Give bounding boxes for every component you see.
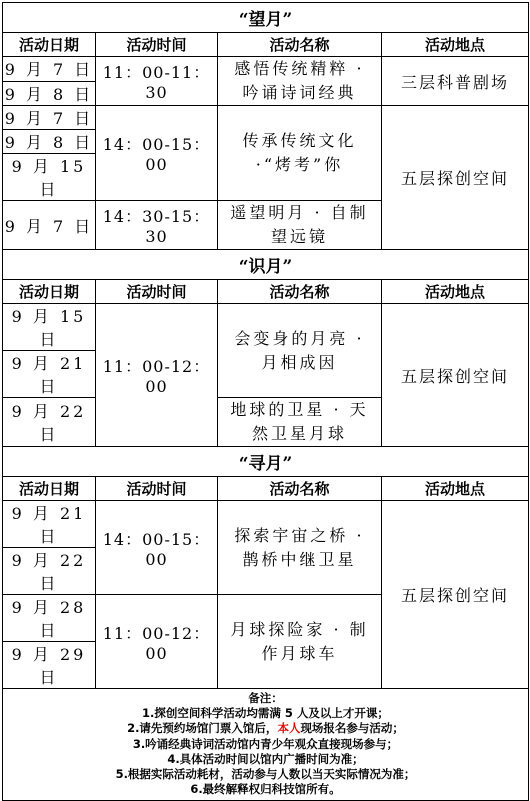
- date-cell: 9 月 15 日: [3, 154, 96, 201]
- date-cell: 9 月 7 日: [3, 106, 96, 130]
- activity-schedule-table: [2, 2, 529, 801]
- note-line: 4.具体活动时间以馆内广播时间为准；: [167, 751, 364, 766]
- date-cell: 9 月 8 日: [3, 81, 96, 106]
- note-line: 5.根据实际活动耗材，活动参与人数以当天实际情况为准；: [115, 767, 416, 782]
- place-cell: 五层探创空间: [382, 106, 529, 250]
- date-cell: 9 月 28 日: [3, 595, 96, 642]
- date-cell: 9 月 8 日: [3, 130, 96, 154]
- activity-name-cell: 月球探险家 · 制作月球车: [218, 595, 382, 689]
- place-cell: 五层探创空间: [382, 304, 529, 447]
- header-date: 活动日期: [3, 477, 96, 501]
- date-cell: 9 月 22 日: [3, 548, 96, 595]
- note-highlight: 本人: [277, 721, 301, 736]
- activity-name-cell: 感悟传统精粹 · 吟诵诗词经典: [218, 57, 382, 106]
- header-date: 活动日期: [3, 280, 96, 304]
- note-line: 6.最终解释权归科技馆所有。: [190, 782, 341, 797]
- header-place: 活动地点: [382, 280, 529, 304]
- notes-title: 备注：: [248, 691, 283, 705]
- time-cell: 11：00-11：30: [96, 57, 218, 106]
- activity-name-cell: 探索宇宙之桥 · 鹊桥中继卫星: [218, 501, 382, 595]
- header-name: 活动名称: [218, 477, 382, 501]
- section-title-shiyue: “识月”: [3, 250, 529, 280]
- note-text: 2.请先预约场馆门票入馆后，: [127, 721, 278, 736]
- header-place: 活动地点: [382, 477, 529, 501]
- date-cell: 9 月 21 日: [3, 501, 96, 548]
- time-cell: 11：00-12：00: [96, 304, 218, 447]
- time-cell: 14：00-15：00: [96, 106, 218, 201]
- header-name: 活动名称: [218, 280, 382, 304]
- activity-name-cell: 会变身的月亮 · 月相成因: [218, 304, 382, 398]
- activity-name-cell: 地球的卫星 · 天然卫星月球: [218, 398, 382, 447]
- date-cell: 9 月 15 日: [3, 304, 96, 351]
- date-cell: 9 月 21 日: [3, 351, 96, 398]
- date-cell: 9 月 7 日: [3, 57, 96, 82]
- time-cell: 14：00-15：00: [96, 501, 218, 595]
- note-text: 现场报名参与活动；: [300, 721, 404, 736]
- header-name: 活动名称: [218, 33, 382, 57]
- header-time: 活动时间: [96, 33, 218, 57]
- activity-name-cell: 传承传统文化 ·“烤考”你: [218, 106, 382, 201]
- header-time: 活动时间: [96, 477, 218, 501]
- section-title-wangyue: “望月”: [3, 3, 529, 33]
- header-place: 活动地点: [382, 33, 529, 57]
- place-cell: 五层探创空间: [382, 501, 529, 689]
- time-cell: 11：00-12：00: [96, 595, 218, 689]
- header-date: 活动日期: [3, 33, 96, 57]
- activity-name-cell: 遥望明月 · 自制望远镜: [218, 201, 382, 250]
- time-cell: 14：30-15：30: [96, 201, 218, 250]
- date-cell: 9 月 7 日: [3, 201, 96, 250]
- note-line: 1.探创空间科学活动均需满 5 人及以上才开课；: [142, 706, 389, 721]
- note-line: 3.吟诵经典诗词活动馆内青少年观众直接现场参与；: [132, 736, 399, 751]
- note-line: [3, 721, 528, 736]
- header-time: 活动时间: [96, 280, 218, 304]
- section-title-xunyue: “寻月”: [3, 447, 529, 477]
- place-cell: 三层科普剧场: [382, 57, 529, 106]
- notes-cell: [3, 689, 529, 801]
- date-cell: 9 月 22 日: [3, 398, 96, 447]
- date-cell: 9 月 29 日: [3, 642, 96, 689]
